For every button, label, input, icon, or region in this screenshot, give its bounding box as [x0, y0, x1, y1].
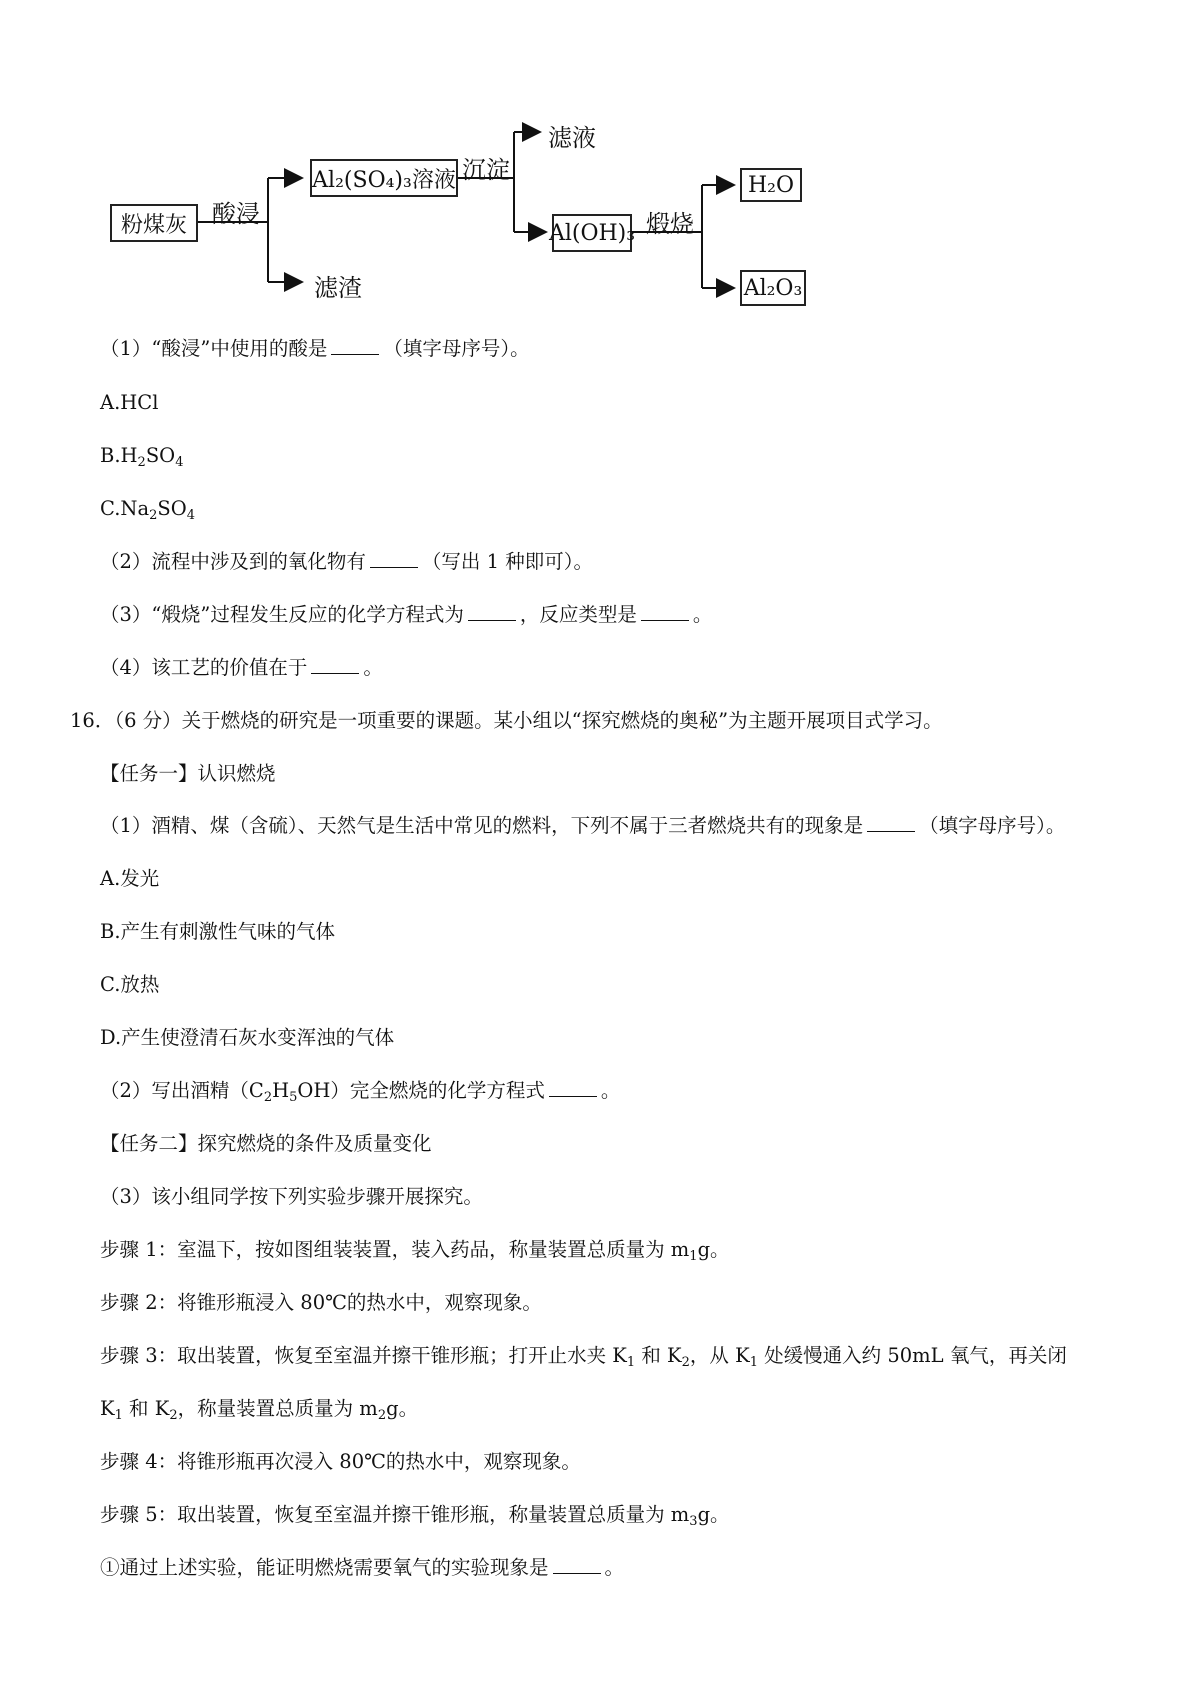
q16-step2: 步骤 2：将锥形瓶浸入 80℃的热水中，观察现象。	[100, 1291, 542, 1314]
q16-part1: （1）酒精、煤（含硫）、天然气是生活中常见的燃料，下列不属于三者燃烧共有的现象是 （填字母序号）。	[100, 814, 1066, 837]
answer-blank[interactable]	[553, 1555, 601, 1574]
q15-part1: （1）“酸浸”中使用的酸是 （填字母序号）。	[100, 337, 530, 360]
q15-part3: （3）“煅烧”过程发生反应的化学方程式为 ，反应类型是 。	[100, 603, 713, 626]
step-precipitate: 沉淀	[462, 156, 510, 184]
flowchart-connectors	[0, 0, 1200, 320]
answer-blank[interactable]	[331, 336, 379, 355]
q16-part3: （3）该小组同学按下列实验步骤开展探究。	[100, 1185, 483, 1208]
q16-step3-line2: $K_1$ 和 $K_2$，称量装置总质量为 $m_2g$。	[100, 1397, 419, 1423]
answer-blank[interactable]	[370, 549, 418, 568]
answer-blank[interactable]	[549, 1078, 597, 1097]
q16-step5: 步骤 5：取出装置，恢复至室温并擦干锥形瓶，称量装置总质量为 $m_3g$。	[100, 1503, 730, 1529]
node-alumina: Al₂O₃	[740, 270, 806, 306]
node-water: H₂O	[740, 168, 802, 202]
node-filtrate: 滤液	[548, 124, 596, 152]
q16-part2: （2）写出酒精$(C_2H_5OH)$完全燃烧的化学方程式 。	[100, 1079, 621, 1105]
answer-blank[interactable]	[311, 655, 359, 674]
q16-step3-line1: 步骤 3：取出装置，恢复至室温并擦干锥形瓶；打开止水夹 $K_1$ 和 $K_2$，从 $K_1$ 处缓慢通入约 50mL 氧气，再关闭	[100, 1344, 1067, 1370]
q15-option-a: A.HCl	[100, 391, 159, 414]
q15-option-b: $B.H_2SO_4$	[100, 444, 184, 470]
q16-option-a: A.发光	[100, 867, 160, 890]
node-fly-ash: 粉煤灰	[110, 204, 198, 242]
answer-blank[interactable]	[468, 602, 516, 621]
q16-step1: 步骤 1：室温下，按如图组装装置，装入药品，称量装置总质量为 $m_1g$。	[100, 1238, 730, 1264]
q16-option-b: B.产生有刺激性气味的气体	[100, 920, 336, 943]
q16-subquestion-1: ①通过上述实验，能证明燃烧需要氧气的实验现象是 。	[100, 1556, 625, 1579]
node-filter-residue: 滤渣	[314, 274, 362, 302]
answer-blank[interactable]	[641, 602, 689, 621]
node-al-hydroxide: Al(OH)₃	[552, 214, 632, 252]
q16-task2-heading: 【任务二】探究燃烧的条件及质量变化	[100, 1132, 432, 1155]
q16-step4: 步骤 4：将锥形瓶再次浸入 80℃的热水中，观察现象。	[100, 1450, 581, 1473]
q16-intro: 16．（6 分）关于燃烧的研究是一项重要的课题。某小组以“探究燃烧的奥秘”为主题开展项目式学习。	[70, 709, 943, 732]
answer-blank[interactable]	[867, 813, 915, 832]
q16-task1-heading: 【任务一】认识燃烧	[100, 762, 276, 785]
q16-option-d: D.产生使澄清石灰水变浑浊的气体	[100, 1026, 395, 1049]
q15-part2: （2）流程中涉及到的氧化物有 （写出 1 种即可）。	[100, 550, 593, 573]
q16-option-c: C.放热	[100, 973, 160, 996]
q15-part4: （4）该工艺的价值在于 。	[100, 656, 383, 679]
step-acid-leach: 酸浸	[212, 200, 260, 228]
node-al-sulfate-solution: Al₂(SO₄)₃溶液	[310, 159, 458, 197]
q15-option-c: $C.Na_2SO_4$	[100, 497, 196, 523]
process-flowchart	[0, 0, 1200, 320]
step-calcine: 煅烧	[646, 210, 694, 238]
